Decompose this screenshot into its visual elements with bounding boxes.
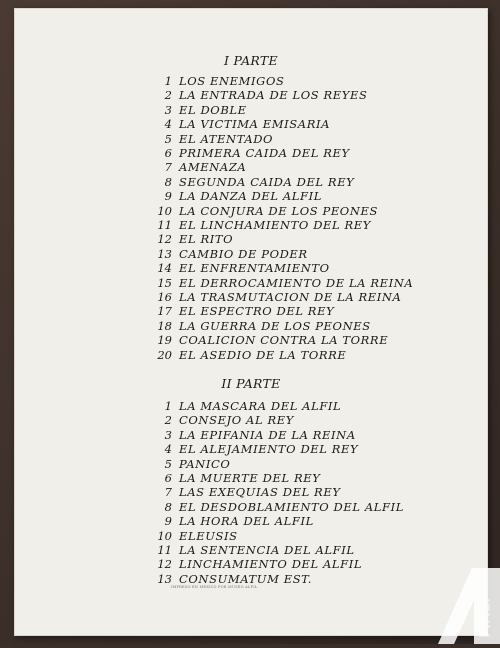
item-title: AMENAZA <box>179 160 247 175</box>
item-number: 2 <box>164 413 172 428</box>
item-number: 10 <box>157 528 172 543</box>
item-title: CONSUMATUM EST. <box>179 571 313 586</box>
item-title: LA MASCARA DEL ALFIL <box>179 399 342 413</box>
item-title: EL ATENTADO <box>179 131 274 146</box>
colophon-text: IMPRESO EN MEXICO POR MUSEO ALFIL <box>171 585 258 589</box>
watermark-text: MALI <box>478 597 494 638</box>
item-title: LAS EXEQUIAS DEL REY <box>179 485 341 500</box>
item-title: LA EPIFANIA DE LA REINA <box>179 427 356 442</box>
item-number: 10 <box>157 203 172 218</box>
item-title: LA CONJURA DE LOS PEONES <box>179 203 378 218</box>
item-title: LA VICTIMA EMISARIA <box>179 117 330 132</box>
item-title: LA HORA DEL ALFIL <box>179 514 314 529</box>
item-number: 18 <box>157 318 172 333</box>
item-number: 11 <box>157 543 172 557</box>
item-number: 14 <box>157 261 172 276</box>
item-number: 20 <box>157 347 172 362</box>
item-number: 17 <box>157 304 172 319</box>
item-title: LINCHAMIENTO DEL ALFIL <box>179 557 363 572</box>
item-number: 6 <box>164 146 172 160</box>
item-number: 7 <box>164 160 172 175</box>
item-title: LA SENTENCIA DEL ALFIL <box>179 543 355 557</box>
item-title: CAMBIO DE PODER <box>179 246 308 261</box>
item-title: EL ESPECTRO DEL REY <box>179 304 335 319</box>
item-number: 8 <box>164 499 172 514</box>
item-number: 6 <box>164 471 172 485</box>
item-number: 8 <box>164 174 172 189</box>
item-number: 2 <box>164 88 172 103</box>
item-number: 4 <box>164 117 172 132</box>
item-number: 1 <box>164 399 172 413</box>
item-title: EL DESDOBLAMIENTO DEL ALFIL <box>179 499 404 514</box>
item-number: 7 <box>164 485 172 500</box>
item-title: EL LINCHAMIENTO DEL REY <box>179 218 371 232</box>
item-title: EL ENFRENTAMIENTO <box>179 261 330 276</box>
item-title: COALICION CONTRA LA TORRE <box>179 333 389 348</box>
item-number: 12 <box>157 232 172 247</box>
item-number: 4 <box>164 442 172 457</box>
item-number: 9 <box>164 189 172 204</box>
item-title: EL ALEJAMIENTO DEL REY <box>179 442 359 457</box>
item-title: PANICO <box>179 456 231 471</box>
item-number: 3 <box>164 427 172 442</box>
item-number: 1 <box>164 74 172 88</box>
document-sheet <box>14 8 488 636</box>
item-number: 12 <box>157 557 172 572</box>
item-title: LA DANZA DEL ALFIL <box>179 189 322 204</box>
item-title: ELEUSIS <box>179 528 238 543</box>
item-title: LA MUERTE DEL REY <box>179 471 321 485</box>
item-title: EL DERROCAMIENTO DE LA REINA <box>179 275 414 290</box>
item-title: CONSEJO AL REY <box>179 413 294 428</box>
item-title: EL ASEDIO DE LA TORRE <box>179 347 347 362</box>
item-title: SEGUNDA CAIDA DEL REY <box>179 174 355 189</box>
part-one-title: I PARTE <box>224 53 278 68</box>
item-number: 13 <box>157 571 172 586</box>
item-title: LOS ENEMIGOS <box>179 74 285 88</box>
part-two-title: II PARTE <box>221 376 281 391</box>
item-title: EL RITO <box>179 232 234 247</box>
mali-watermark <box>428 548 500 644</box>
item-number: 5 <box>164 131 172 146</box>
item-title: PRIMERA CAIDA DEL REY <box>179 146 350 160</box>
item-number: 11 <box>157 218 172 232</box>
item-number: 5 <box>164 456 172 471</box>
item-title: LA ENTRADA DE LOS REYES <box>179 88 368 103</box>
item-number: 3 <box>164 102 172 117</box>
item-title: LA TRASMUTACION DE LA REINA <box>179 290 402 304</box>
item-number: 15 <box>157 275 172 290</box>
item-number: 16 <box>157 290 172 304</box>
item-number: 19 <box>157 333 172 348</box>
item-title: LA GUERRA DE LOS PEONES <box>179 318 371 333</box>
item-number: 13 <box>157 246 172 261</box>
item-title: EL DOBLE <box>179 102 247 117</box>
item-number: 9 <box>164 514 172 529</box>
